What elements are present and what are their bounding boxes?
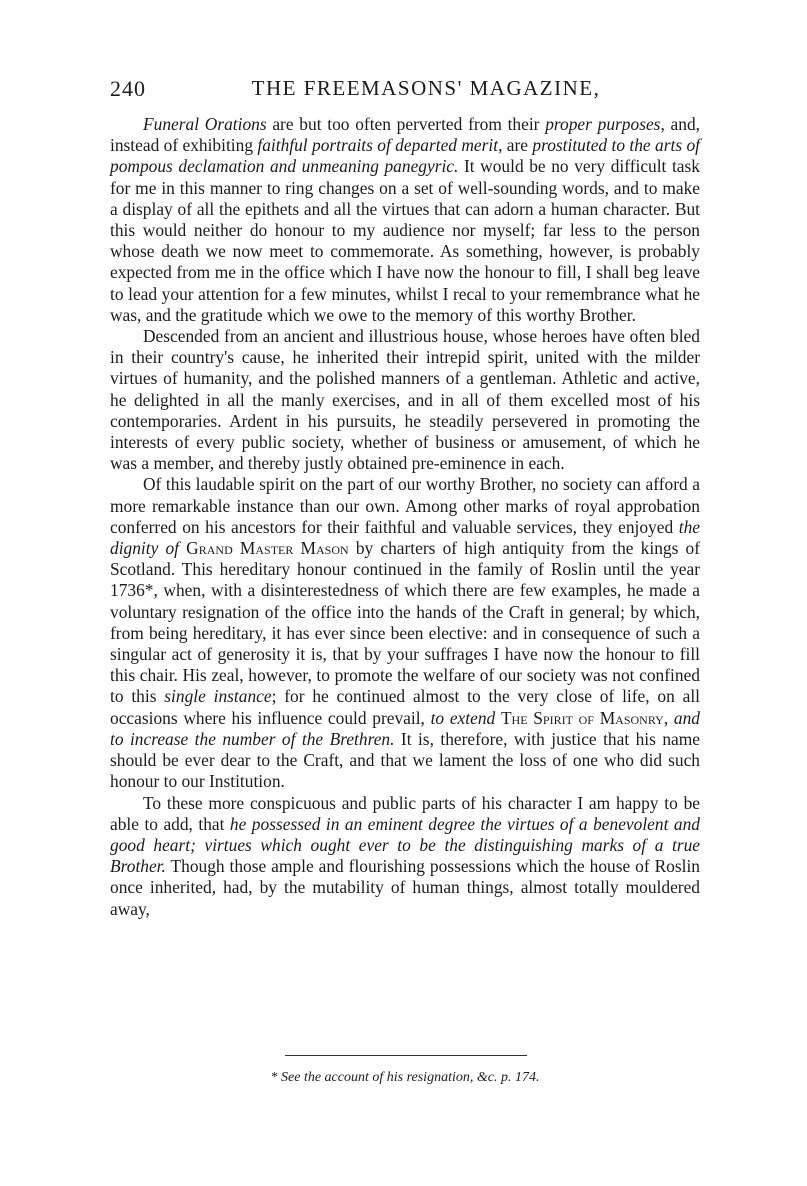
paragraph-laudable-spirit [110,474,700,792]
text-span: The Spirit of Masonry, [500,707,669,728]
text-span: To these more conspicuous and public parts of his character I am happy to be able to add, that [110,792,700,834]
footnote-divider [285,1055,527,1056]
footnote: * See the account of his resignation, &c. p. 174. [270,1070,540,1085]
text-span: by charters of high antiquity from the kings of Scotland. This hereditary honour continued in the family of Roslin until the year 1736*, when, with a disinterestedness of which there are few examples, he made a voluntary resignation of the office into the hands of the Craft in general; by which, from being hereditary, it has ever since been elective: and in consequence of such a singular act of generosity it is, that by your suffrages I have now the honour to fill this chair. His zeal, however, to promote the welfare of our society was not confined to this [110,538,701,707]
text-span: It is, therefore, with justice that his name should be ever dear to the Craft, and that we lament the loss of one who did such honour to our Institution. [110,728,701,792]
text-span: he possessed in an eminent degree the virtues of a benevolent and good heart; virtues which ought ever to be the distinguishing marks of a true Brother. [110,813,700,877]
paragraph-conspicuous-parts [110,793,700,920]
page-number: 240 [110,76,146,101]
text-span: Of this laudable spirit on the part of our worthy Brother, no society can afford a more remarkable instance than our own. Among other marks of royal approbation conferred on his ancestors for their faithful and valuable services, they enjoyed [110,474,700,537]
text-span: are but too often perverted from their [266,114,546,134]
text-span: Though those ample and flourishing possessions which the house of Roslin once inherited, had, by the mutability of human things, almost totally mouldered away, [110,856,700,919]
text-span: Descended from an ancient and illustrious house, whose heroes have often bled in their country's cause, he inherited their intrepid spirit, united with the milder virtues of humanity, and the polished manners of a gentleman. Athletic and active, he delighted in all the manly exercises, and in all of them excelled most of his contemporaries. Ardent in his pursuits, he steadily persevered in promoting the interests of every public society, whether of business or amusement, of which he was a member, and thereby justly obtained pre-eminence in each. [110,326,700,474]
paragraph-descended [110,326,700,474]
text-span: It would be no very difficult task for me in this manner to ring changes on a set of well-sounding words, and to make a display of all the epithets and all the virtues that can adorn a human character. But this would neither do honour to my audience nor myself; far less to the person whose death we now meet to commemorate. As something, however, is probably expected from me in the office which I have now the honour to fill, I shall beg leave to lead your attention for a few minutes, whilst I recal to your remembrance what he was, and the gratitude which we owe to the memory of this worthy Brother. [110,156,700,325]
text-span: to extend [430,707,496,728]
paragraph-funeral-orations [110,114,700,326]
text-span: Grand Master Mason [186,538,349,559]
text-span: Funeral Orations [143,114,267,134]
text-span: single instance [164,686,272,707]
running-head: THE FREEMASONS' MAGAZINE, [251,76,601,100]
text-span: proper purposes [545,114,661,134]
text-span: , are [498,135,533,156]
text-span: prostituted to the arts of pompous declamation and unmeaning panegyric. [110,135,700,177]
text-span: the dignity of [110,516,700,559]
text-span: and to increase the number of the Brethren. [110,707,700,749]
page-header [110,76,702,110]
text-span: ; for he continued almost to the very close of life, on all occasions where his influence could prevail, [110,686,700,728]
text-span: faithful portraits of departed merit [257,135,499,156]
body-text [110,114,700,920]
text-span: , and, instead of exhibiting [110,114,700,156]
